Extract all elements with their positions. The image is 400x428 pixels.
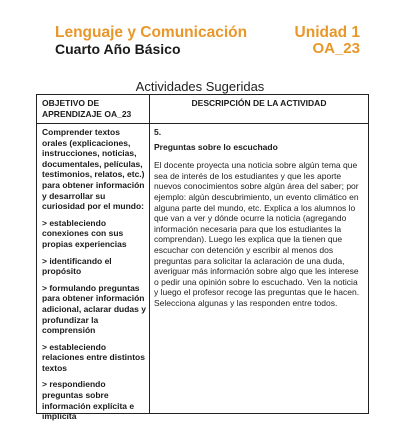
grade-subtitle: Cuarto Año Básico — [55, 41, 181, 57]
header-left — [55, 24, 247, 57]
activity-title: Preguntas sobre lo escuchado — [154, 141, 278, 152]
objective-cell — [42, 127, 147, 428]
header-right — [295, 24, 360, 57]
objective-intro: Comprender textos orales (explicaciones, instrucciones, noticias, documentales, películas, testimonios, relatos, etc.) para obtener información y desarrollar su curiosidad por el mundo: — [42, 127, 145, 212]
header-row-divider — [37, 123, 368, 124]
objective-column-header: OBJETIVO DE APRENDIZAJE OA_23 — [42, 98, 132, 119]
description-column-header: DESCRIPCIÓN DE LA ACTIVIDAD — [191, 98, 327, 108]
subject-title: Lenguaje y Comunicación — [55, 24, 248, 41]
objective-code: OA_23 — [312, 40, 360, 57]
column-divider — [149, 95, 150, 413]
objective-item: > estableciendo relaciones entre distintos textos — [42, 341, 145, 373]
objective-item: > estableciendo conexiones con sus propias experiencias — [42, 217, 127, 249]
activity-description: El docente proyecta una noticia sobre algún tema que sea de interés de los estudiantes y que les aporte nuevos conocimientos sobre algún área del saber; por ejemplo: algún descubrimiento, un evento climático en alguna parte del mundo, etc. Explica a los alumnos lo que van a ver y dónde ocurre la noticia (agregando información necesaria para que los estudiantes la comprendan). Luego les explica que la tienen que escuchar con detención y escribir al menos dos preguntas para solicitar la aclaración de una duda, averiguar más información sobre algo que les interese o pedir una opinión sobre lo escuchado. Ven la noticia y luego el profesor recoge las preguntas que le hacen. Selecciona algunas y las responden entre todos. — [154, 160, 360, 308]
description-cell — [154, 127, 363, 309]
activity-table — [36, 94, 369, 422]
unit-label: Unidad 1 — [294, 24, 360, 41]
objective-item: > respondiendo preguntas sobre información explícita e implícita — [42, 379, 135, 422]
activity-number: 5. — [154, 127, 162, 137]
section-title: Actividades Sugeridas — [135, 79, 265, 94]
objective-item: > formulando preguntas para obtener información adicional, aclarar dudas y profundizar la comprensión — [42, 282, 146, 336]
objective-item: > identificando el propósito — [42, 255, 112, 277]
